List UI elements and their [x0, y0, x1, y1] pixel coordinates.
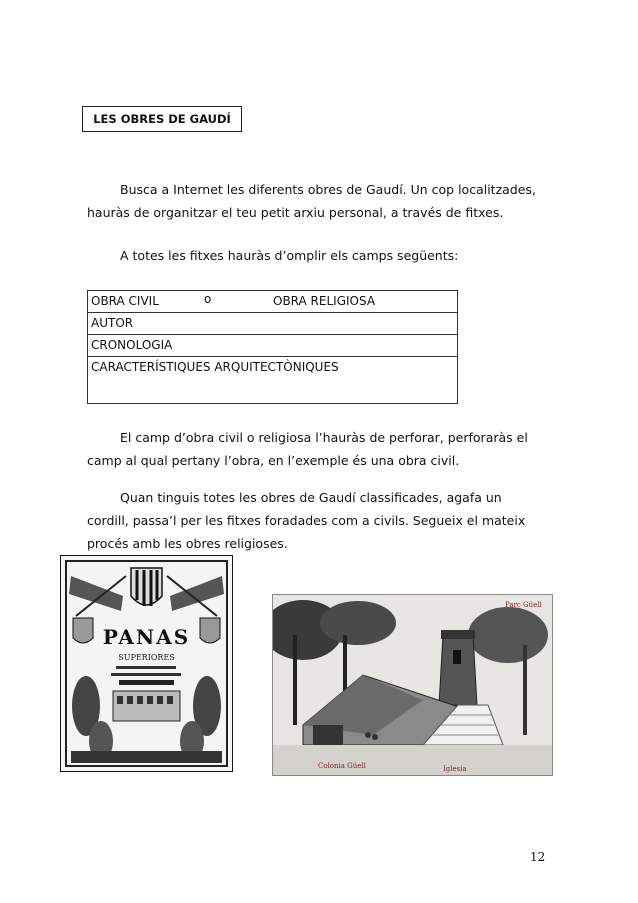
field-or: o [204, 292, 212, 306]
vintage-label-image [60, 555, 233, 772]
field-civil-work: OBRA CIVIL [91, 294, 159, 308]
paragraph-4: Quan tinguis totes les obres de Gaudí classificades, agafa un cordill, passa’l per les fitxes foradades com a civils. Segueix el mateix procés amb les obres religioses. [87, 490, 526, 551]
label-subtitle: SUPERIORES [118, 653, 175, 662]
field-characteristics: CARACTERÍSTIQUES ARQUITECTÒNIQUES [91, 360, 339, 374]
paragraph-1: Busca a Internet les diferents obres de Gaudí. Un cop localitzades, hauràs de organitzar el teu petit arxiu personal, a través de fitxes. [87, 182, 536, 220]
historic-photo-image [272, 594, 553, 776]
field-author: AUTOR [91, 316, 134, 330]
photo-caption-top: Parc Güell [505, 601, 542, 609]
field-row-characteristics [88, 357, 457, 403]
photo-caption-right: Iglesia [443, 765, 467, 773]
field-chronology: CRONOLOGIA [91, 338, 173, 352]
field-row-chronology [88, 335, 457, 357]
page-number: 12 [530, 850, 546, 864]
field-row-type [88, 291, 457, 313]
label-brand: PANAS [102, 625, 191, 649]
section-title: LES OBRES DE GAUDÍ [82, 106, 242, 132]
field-row-author [88, 313, 457, 335]
record-card-fields [87, 290, 458, 404]
photo-caption-left: Colonia Güell [318, 762, 366, 770]
paragraph-2: A totes les fitxes hauràs d’omplir els camps següents: [120, 248, 459, 263]
paragraph-3: El camp d’obra civil o religiosa l’hauràs de perforar, perforaràs el camp al qual pertany l’obra, en l’exemple és una obra civil. [87, 430, 528, 468]
field-religious-work: OBRA RELIGIOSA [273, 294, 376, 308]
